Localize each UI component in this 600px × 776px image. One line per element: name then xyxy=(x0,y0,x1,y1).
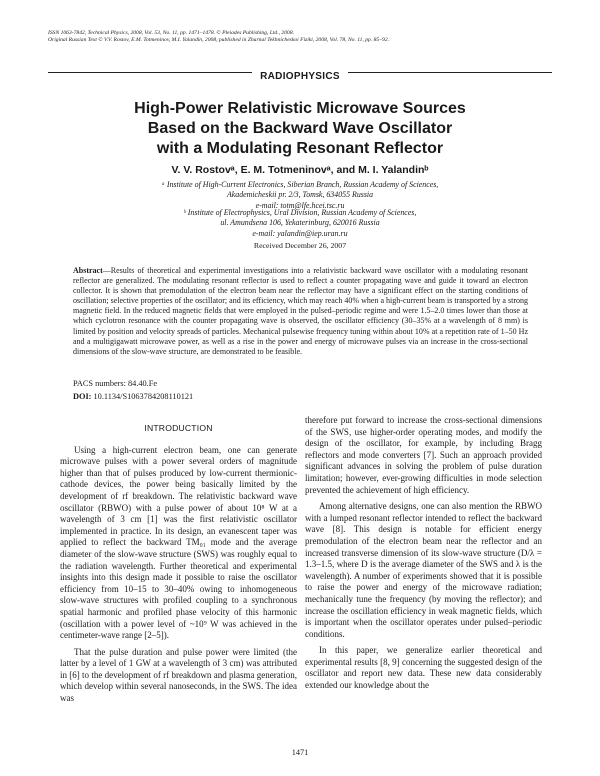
body-paragraph: In this paper, we generalize earlier theoretical and experimental results [8, 9] concerning the suggested design of the oscillator and report new data. These new data considerably extended our knowledge about the xyxy=(305,645,542,691)
original-text-line: Original Russian Text © V.V. Rostov, E.M. Totmeninov, M.I. Yalandin, 2008, published in Zhurnal Tekhnicheskoi Fiziki, 2008, Vol. 78, No. 11, pp. 85–92. xyxy=(48,37,390,43)
received-date: Received December 26, 2007 xyxy=(253,241,347,250)
abstract xyxy=(73,266,528,357)
affiliation-a-line-1: ᵃ Institute of High-Current Electronics, Siberian Branch, Russian Academy of Sciences, xyxy=(161,180,439,189)
affiliation-b xyxy=(100,208,500,239)
abstract-text: —Results of theoretical and experimental investigations into a relativistic backward wave oscillator with a modulating resonant reflector are generalized. The modulating resonant reflector is used to reflect a counter propagating wave and guide it toward an electron collector. It is shown that premodulation of the electron beam near the reflector may have a significant effect on the starting conditions of oscillation; selective properties of the oscillator; and its efficiency, which may reach 40% when a high-current beam is transported by a strong magnetic field. In the reduced magnetic fields that were employed in the pulsed–periodic regime and were 1.5–2.0 times lower than those at which cyclotron resonance with the counter propagating wave is observed, the oscillator efficiency (30–35% at a wavelength of 8 mm) is limited by position and velocity spreads of particles. Mechanical pulsewise frequency tuning within about 10% at a repetition rate of 1–50 Hz and a multigigawatt microwave power, as well as a rise in the power and energy of microwave pulses via an increase in the cross-sectional dimensions of the slow-wave structure, are demonstrated to be feasible. xyxy=(73,266,528,356)
title-line-2: Based on the Backward Wave Oscillator xyxy=(147,120,453,137)
body-paragraph: Among alternative designs, one can also mention the RBWO with a lumped resonant reflector intended to reflect the backward wave [8]. This design is notable for efficient energy premodulation of the electron beam near the reflector and an increased transverse dimension of its slow-wave structure (D/λ = 1.3–1.5, where D is the average diameter of the SWS and λ is the wavelength). A number of experiments showed that it is possible to raise the power and energy of the microwave radiation; mechanically tune the frequency (by moving the reflector); and increase the oscillation efficiency in weak magnetic fields, which is important when the oscillator operates under pulsed–periodic conditions. xyxy=(305,501,542,639)
left-column xyxy=(60,423,297,710)
affiliation-a-line-2: Akademicheskii pr. 2/3, Tomsk, 634055 Russia xyxy=(226,190,374,200)
introduction-heading: INTRODUCTION xyxy=(144,423,213,433)
doi-label: DOI: xyxy=(73,392,92,401)
affiliation-b-line-2: ul. Amundsena 106, Yekaterinburg, 620016 Russia xyxy=(220,218,380,228)
pacs-numbers: PACS numbers: 84.40.Fe xyxy=(73,379,158,388)
right-column xyxy=(305,415,542,697)
affiliation-a xyxy=(100,180,500,211)
page-number: 1471 xyxy=(291,748,309,757)
affiliation-b-line-1: ᵇ Institute of Electrophysics, Ural Division, Russian Academy of Sciences, xyxy=(183,208,417,217)
affiliation-b-email: e-mail: yalandin@iep.uran.ru xyxy=(252,228,348,238)
doi xyxy=(73,392,193,401)
body-paragraph: That the pulse duration and pulse power were limited (the latter by a level of 1 GW at a wavelength of 3 cm) was attributed in [6] to the development of rf breakdown and plasma generation, which develop within several nanoseconds, in the SWS. The idea was xyxy=(60,646,297,704)
section-label: RADIOPHYSICS xyxy=(252,71,348,82)
paper-title xyxy=(80,99,520,159)
title-line-1: High-Power Relativistic Microwave Sources xyxy=(134,100,466,117)
author-list: V. V. Rostovᵃ, E. M. Totmeninovᵃ, and M. I. Yalandinᵇ xyxy=(171,164,429,176)
title-line-3: with a Modulating Resonant Reflector xyxy=(156,140,444,157)
affiliation-a-email: e-mail: totm@lfe.hcei.tsc.ru xyxy=(255,200,345,210)
journal-citation-line: ISSN 1063-7842, Technical Physics, 2008, Vol. 53, No. 11, pp. 1471–1478. © Pleiades Publishing, Ltd., 2008. xyxy=(48,30,295,36)
abstract-label: Abstract xyxy=(73,266,103,275)
body-paragraph: therefore put forward to increase the cross-sectional dimensions of the SWS, use higher-order operating modes, and modify the design of the oscillator, for example, by including Bragg reflectors and mode converters [7]. Such an approach provided significant advances in solving the problem of pulse duration limitation; however, ever-growing difficulties in mode selection prevented the achievement of high efficiency. xyxy=(305,415,542,495)
section-heading xyxy=(0,66,600,84)
doi-value: 10.1134/S1063784208110121 xyxy=(93,392,194,401)
body-paragraph: Using a high-current electron beam, one can generate microwave pulses with a power several orders of magnitude higher than that of pulses produced by low-current thermionic-cathode devices, the power being basically limited by the development of rf breakdown. The relativistic backward wave oscillator (RBWO) with a pulse power of about 10⁸ W at a wavelength of 3 cm [1] was the first relativistic oscillator implemented in practice. In its design, an evanescent taper was applied to reflect the backward TM₀₁ mode and the average diameter of the slow-wave structure (SWS) was roughly equal to the radiation wavelength. Further theoretical and experimental insights into this design made it possible to raise the oscillator efficiency from 10–15 to 30–40% owing to inhomogeneous slow-wave structures with profiled coupling to a synchronous spatial harmonic and profiled phase velocity of this harmonic (oscillation with a power level of ~10⁹ W was achieved in the centimeter-wave range [2–5]). xyxy=(60,444,297,641)
journal-header xyxy=(48,30,558,44)
